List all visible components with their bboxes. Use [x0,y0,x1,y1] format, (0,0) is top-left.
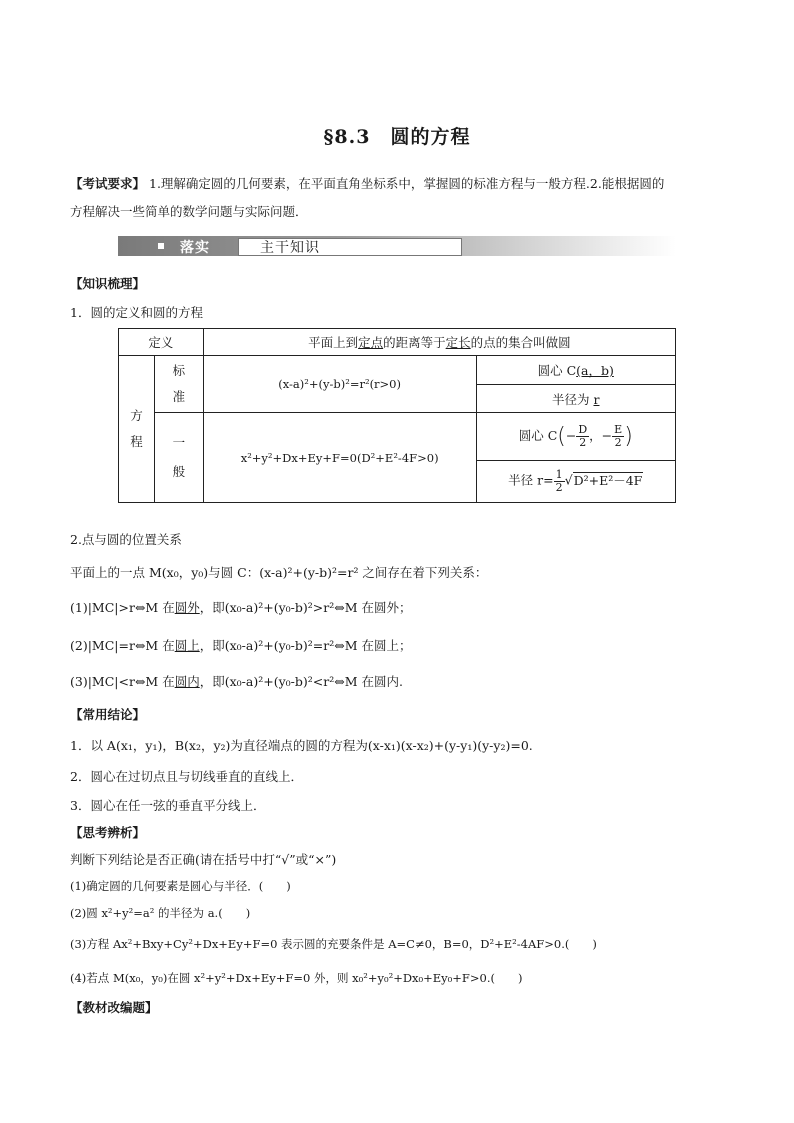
radius-frac [554,469,565,493]
relation-1 [70,598,411,616]
center-frac-d-den: 2 [579,436,587,449]
general-label-2: 般 [172,463,186,479]
section2-intro: 平面上的一点 M(x₀，y₀)与圆 C：(x-a)²+(y-b)²=r² 之间存在着下列关系： [70,565,488,580]
center-frac-d [576,424,589,448]
section-banner [118,236,676,258]
radius-frac-num: 1 [555,468,563,482]
general-center-pre: 圆心 C [518,428,558,443]
judgment-2: (2)圆 x²+y²=a² 的半径为 a.( ) [70,906,251,920]
relation-2-keyword: 圆上 [174,638,200,653]
center-frac-d-num: D [578,423,588,437]
standard-radius-value: r [593,391,600,407]
general-radius: 半径 r= $\frac{1}{2}$ √D²+E²－4F [476,461,676,503]
conclusion-1: 1．以 A(x₁，y₁)，B(x₂，y₂)为直径端点的圆的方程为(x-x₁)(x-x₂)+(y-y₁)(y-y₂)=0. [70,738,533,753]
definition-pre: 平面上到 [308,335,359,350]
exam-requirement-text1: 1.理解确定圆的几何要素，在平面直角坐标系中，掌握圆的标准方程与一般方程.2.能根据圆的 [149,176,665,191]
knowledge-tag: 【知识梳理】 [70,276,146,291]
exam-requirement-text2: 方程解决一些简单的数学问题与实际问题． [70,204,308,219]
general-label-1: 一 [172,434,186,450]
relation-3-pre: (3)|MC|<r⇔M 在 [70,674,175,689]
relation-3-post: ，即(x₀-a)²+(y₀-b)²<r²⇔M 在圆内. [199,674,403,689]
relation-2-post: ，即(x₀-a)²+(y₀-b)²=r²⇔M 在圆上； [199,638,412,653]
judge-intro: 判断下列结论是否正确(请在括号中打“√”或“×”) [70,852,337,867]
judgment-3: (3)方程 Ax²+Bxy+Cy²+Dx+Ey+F=0 表示圆的充要条件是 A=C≠0，B=0，D²+E²-4AF>0.( ) [70,937,597,951]
relation-3-keyword: 圆内 [174,674,200,689]
section2-title: 2.点与圆的位置关系 [70,532,182,547]
definition-fixed-length: 定长 [445,335,471,350]
right-paren: ) [624,424,633,449]
general-radius-pre: 半径 r= [508,473,554,488]
banner-square-icon [158,243,164,249]
relation-1-post: ，即(x₀-a)²+(y₀-b)²>r²⇔M 在圆外； [199,600,412,615]
standard-center-pre: 圆心 C [537,363,577,378]
definition-text [203,329,675,356]
textbook-tag: 【教材改编题】 [70,1000,158,1015]
think-tag: 【思考辨析】 [70,825,146,840]
judgment-4: (4)若点 M(x₀，y₀)在圆 x²+y²+Dx+Ey+F=0 外，则 x₀²+y₀²+Dx₀+Ey₀+F>0.( ) [70,971,523,985]
left-paren: ( [557,424,566,449]
definition-post: 的点的集合叫做圆 [470,335,571,350]
standard-label-2: 准 [172,389,186,404]
circle-definition-table [118,328,676,503]
relation-1-keyword: 圆外 [174,600,200,615]
equation-label [119,356,155,503]
relation-2-pre: (2)|MC|=r⇔M 在 [70,638,175,653]
standard-label [154,356,203,413]
exam-requirement-line1 [70,174,664,192]
common-conclusion-tag: 【常用结论】 [70,707,146,722]
standard-center [476,356,676,385]
general-label [154,413,203,503]
radius-frac-den: 2 [555,481,563,494]
center-frac-e [612,424,624,448]
relation-2 [70,636,411,654]
equation-label-2: 程 [130,434,143,449]
relation-3 [70,672,403,690]
standard-center-value: (a，b) [576,363,614,378]
equation-label-1: 方 [130,407,143,423]
standard-radius-pre: 半径为 [552,391,594,407]
definition-label: 定义 [119,329,204,356]
section1-title: 1．圆的定义和圆的方程 [70,305,203,320]
page-title: §8.3 圆的方程 [323,126,471,148]
standard-radius [476,385,676,413]
exam-requirement-tag: 【考试要求】 [70,176,146,191]
banner-left-label: 落实 [180,240,210,256]
definition-fixed-point: 定点 [358,335,384,350]
radius-sqrt: D²+E²－4F [573,473,643,488]
conclusion-2: 2．圆心在过切点且与切线垂直的直线上． [70,769,303,784]
general-center: 圆心 C(− $\frac{D}{2}$ ，− $\frac{E}{2}$ ) [476,413,676,461]
judgment-1: (1)确定圆的几何要素是圆心与半径．( ) [70,879,291,893]
center-frac-e-den: 2 [614,436,622,449]
banner-right-label: 主干知识 [260,240,320,256]
conclusion-3: 3．圆心在任一弦的垂直平分线上． [70,798,266,813]
standard-equation: (x-a)²+(y-b)²=r²(r>0) [203,356,476,413]
relation-1-pre: (1)|MC|>r⇔M 在 [70,600,175,615]
standard-label-1: 标 [172,362,186,378]
center-frac-e-num: E [614,423,623,437]
definition-mid: 的距离等于 [383,335,446,350]
general-equation: x²+y²+Dx+Ey+F=0(D²+E²-4F>0) [203,413,476,503]
